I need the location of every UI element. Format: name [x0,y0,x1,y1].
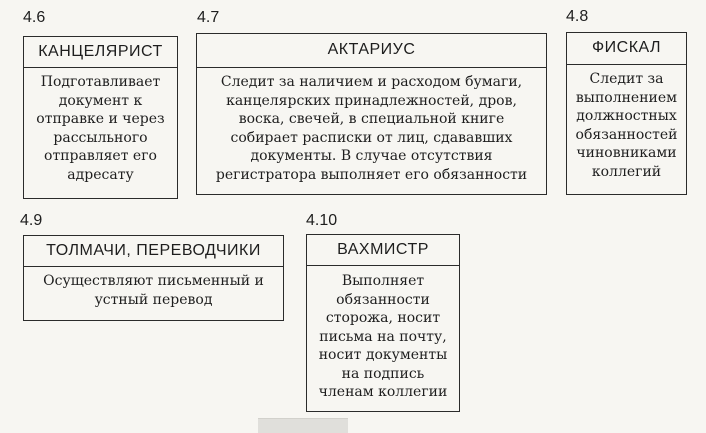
card-title: ФИСКАЛ [567,33,686,65]
card-kantselyarist [23,36,178,199]
card-description: Следит за выполнением должностных обязанностей чиновниками коллегий [575,71,678,180]
card-number-fiskal: 4.8 [566,8,589,25]
card-aktarius [196,33,547,195]
card-tolmachi [23,235,284,321]
card-number-tolmachi: 4.9 [20,212,43,229]
card-title: ТОЛМАЧИ, ПЕРЕВОДЧИКИ [24,236,283,267]
card-number-kantselyarist: 4.6 [23,9,46,26]
card-title: ВАХМИСТР [307,235,459,266]
card-title: КАНЦЕЛЯРИСТ [24,37,177,68]
card-vakhmistr [306,234,460,412]
scan-artifact [258,418,348,433]
card-description: Подготавливает документ к отправке и через рассыльного отправляет его адресату [36,74,165,183]
card-number-vakhmistr: 4.10 [306,212,338,229]
card-fiskal [566,32,687,195]
card-description: Следит за наличием и расходом бумаги, канцелярских принадлежностей, дров, воска, свечей, в специальной книге собирает расписки от лиц, сдававших документы. В случае отсутствия регистратора выполняет его обязанности [215,74,528,183]
card-title: АКТАРИУС [197,34,546,68]
card-number-aktarius: 4.7 [197,9,220,26]
card-description: Выполняет обязанности сторожа, носит письма на почту, носит документы на подпись членам коллегии [318,273,448,400]
card-description: Осуществляют письменный и устный перевод [43,273,264,308]
